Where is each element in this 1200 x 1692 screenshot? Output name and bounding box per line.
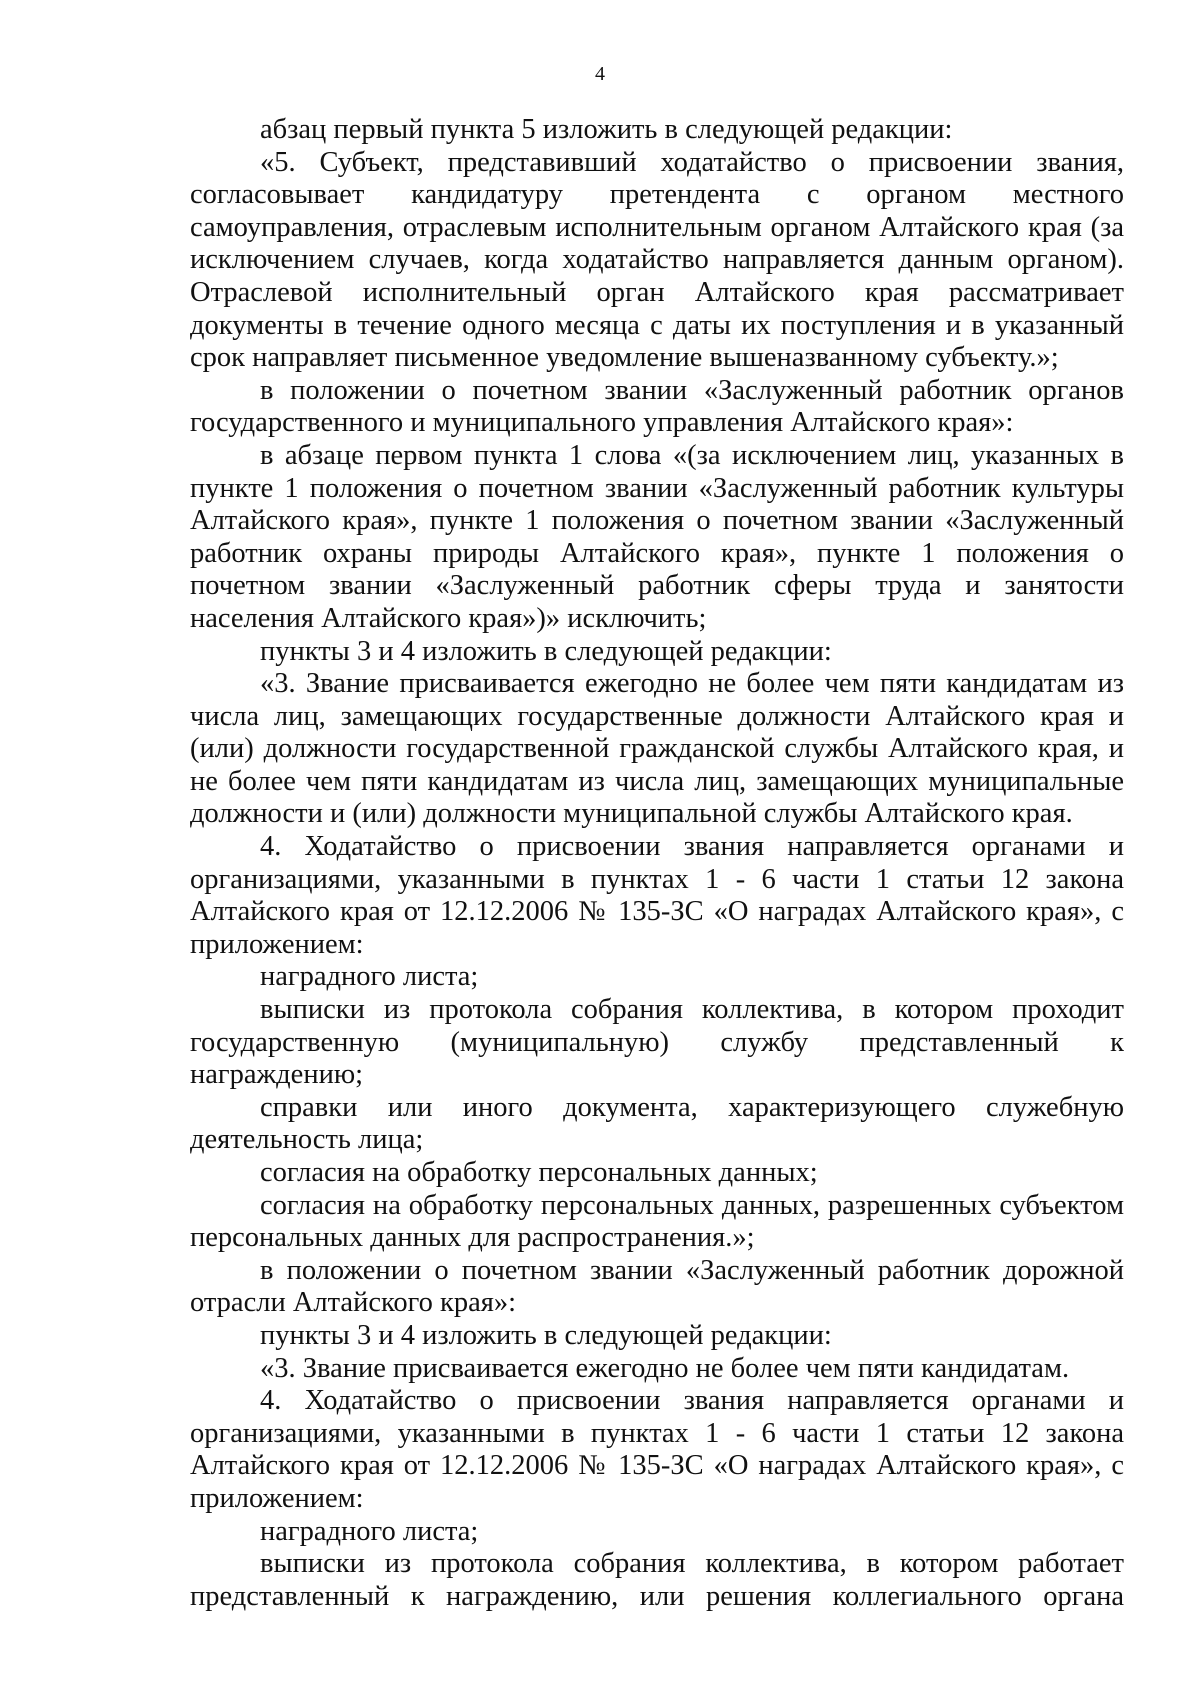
page-number: 4 (595, 63, 605, 85)
paragraph: в абзаце первом пункта 1 слова «(за исключением лиц, указанных в пункте 1 положения о почетном звании «Заслуженный работник культуры Алтайского края», пункте 1 положения о почетном звании «Заслуженный работник охраны природы Алтайского края», пункте 1 положения о почетном звании «Заслуженный работник сферы труда и занятости населения Алтайского края»)» исключить; (190, 439, 1124, 634)
paragraph: пункты 3 и 4 изложить в следующей редакции: (260, 1319, 832, 1351)
paragraph: выписки из протокола собрания коллектива, в котором работает представленный к награждению, или решения коллегиального органа (190, 1548, 1124, 1612)
paragraph: наградного листа; (260, 961, 479, 993)
paragraph: согласия на обработку персональных данных; (260, 1157, 818, 1188)
paragraph: «3. Звание присваивается ежегодно не более чем пяти кандидатам из числа лиц, замещающих государственные должности Алтайского края и (или) должности государственной гражданской службы Алтайского края, и не более чем пяти кандидатам из числа лиц, замещающих муниципальные должности и (или) должности муниципальной службы Алтайского края. (190, 668, 1124, 830)
paragraph: выписки из протокола собрания коллектива, в котором проходит государственную (муниципальную) службу представленный к награждению; (190, 994, 1124, 1091)
paragraph: наградного листа; (260, 1515, 479, 1547)
paragraph: в положении о почетном звании «Заслуженный работник дорожной отрасли Алтайского края»: (190, 1254, 1124, 1319)
paragraph: абзац первый пункта 5 изложить в следующей редакции: (260, 114, 953, 145)
paragraph: 4. Ходатайство о присвоении звания направляется органами и организациями, указанными в пунктах 1 - 6 части 1 статьи 12 закона Алтайского края от 12.12.2006 № 135-ЗС «О наградах Алтайского края», с приложением: (190, 831, 1124, 960)
paragraph: «5. Субъект, представивший ходатайство о присвоении звания, согласовывает кандидатуру претендента с органом местного самоуправления, отраслевым исполнительным органом Алтайского края (за исключением случаев, когда ходатайство направляется данным органом). Отраслевой исполнительный орган Алтайского края рассматривает документы в течение одного месяца с даты их поступления и в указанный срок направляет письменное уведомление вышеназванному субъекту.»; (190, 146, 1124, 374)
paragraph: 4. Ходатайство о присвоении звания направляется органами и организациями, указанными в пунктах 1 - 6 части 1 статьи 12 закона Алтайского края от 12.12.2006 № 135-ЗС «О наградах Алтайского края», с приложением: (190, 1385, 1124, 1514)
document-body (190, 114, 1124, 1613)
paragraph: пункты 3 и 4 изложить в следующей редакции: (260, 635, 832, 667)
paragraph: «3. Звание присваивается ежегодно не более чем пяти кандидатам. (260, 1352, 1070, 1384)
paragraph: согласия на обработку персональных данных, разрешенных субъектом персональных данных для распространения.»; (190, 1189, 1124, 1254)
paragraph: справки или иного документа, характеризующего служебную деятельность лица; (190, 1091, 1124, 1156)
paragraph: в положении о почетном звании «Заслуженный работник органов государственного и муниципального управления Алтайского края»: (190, 374, 1124, 439)
